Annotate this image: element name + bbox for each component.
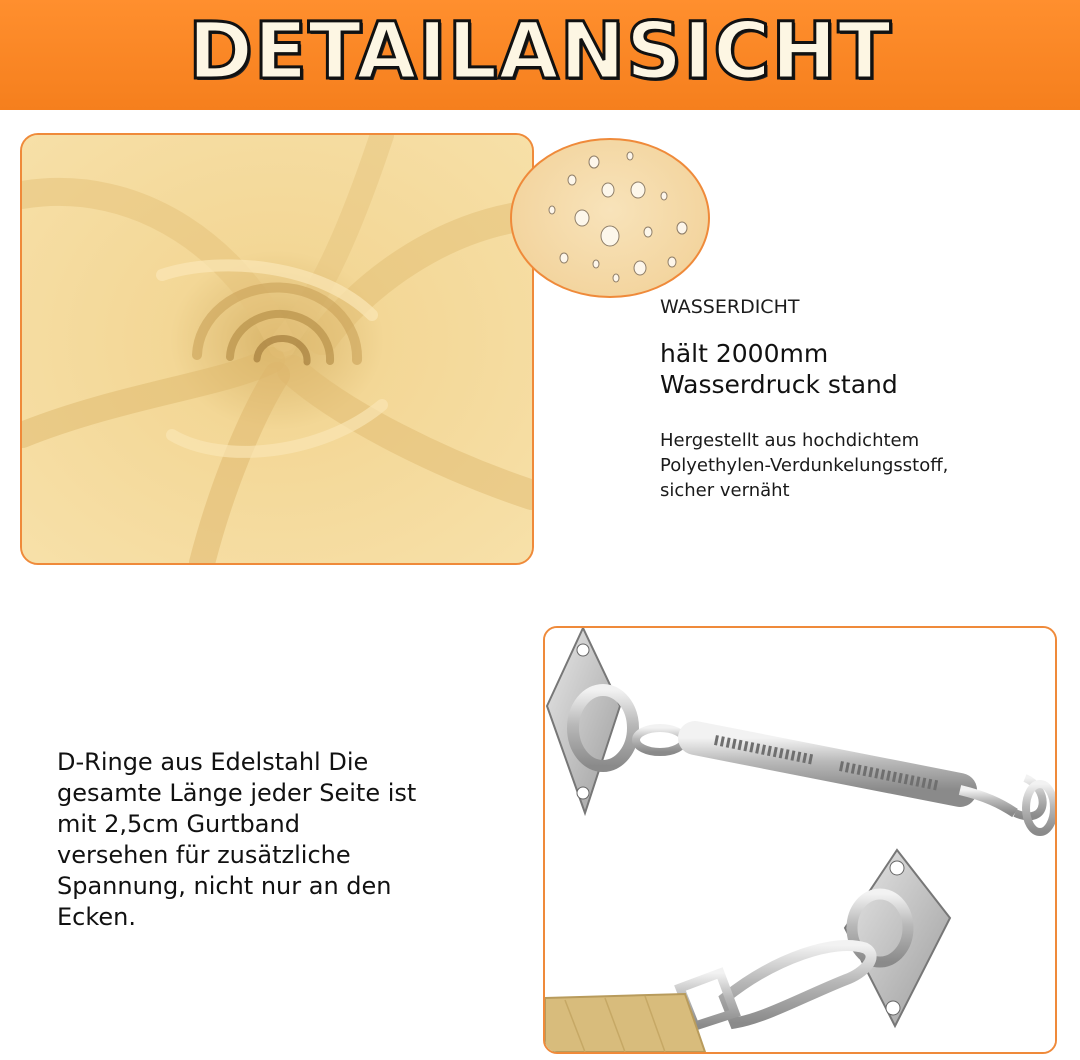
d-rings-description-line: Spannung, nicht nur an den: [57, 872, 392, 900]
waterproof-heading-line: Wasserdruck stand: [660, 370, 898, 399]
waterproof-description-line: Polyethylen-Verdunkelungsstoff,: [660, 455, 949, 476]
hardware-illustration: [545, 628, 1055, 1052]
water-drops-illustration: [512, 140, 708, 296]
waterproof-description-line: Hergestellt aus hochdichtem: [660, 430, 920, 451]
page-title: DETAILANSICHT: [188, 7, 892, 97]
d-rings-description-line: versehen für zusätzliche: [57, 841, 351, 869]
waterproof-heading-line: hält 2000mm: [660, 339, 829, 368]
d-rings-description-line: D-Ringe aus Edelstahl Die: [57, 748, 369, 776]
fabric-swirl-illustration: [22, 135, 532, 563]
waterproof-kicker: WASSERDICHT: [660, 296, 800, 318]
waterproof-description: [660, 428, 1070, 503]
water-drops-image: [510, 138, 710, 298]
waterproof-description-line: sicher vernäht: [660, 480, 790, 501]
waterproof-heading: [660, 338, 1060, 400]
d-rings-description: [57, 747, 487, 933]
d-rings-description-line: mit 2,5cm Gurtband: [57, 810, 300, 838]
d-rings-description-line: gesamte Länge jeder Seite ist: [57, 779, 417, 807]
fabric-image: [20, 133, 534, 565]
d-rings-description-line: Ecken.: [57, 903, 137, 931]
hardware-image: [543, 626, 1057, 1054]
